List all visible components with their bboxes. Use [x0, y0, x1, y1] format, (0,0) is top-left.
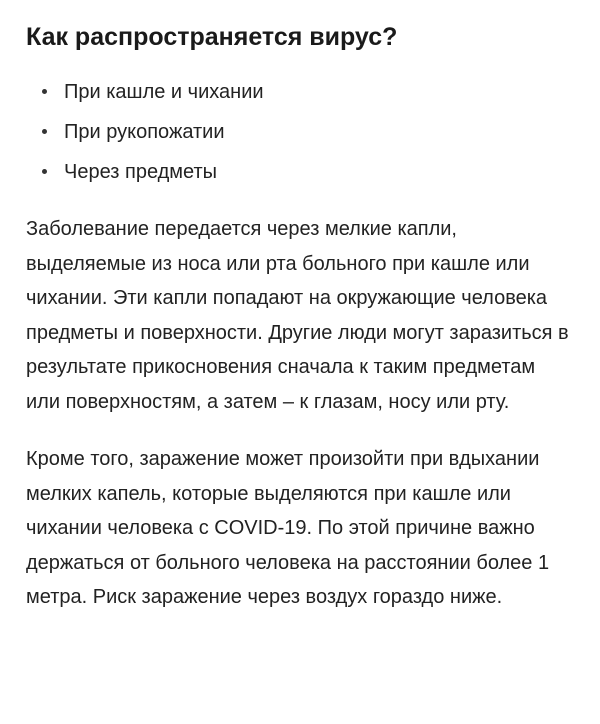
- transmission-list: [26, 72, 574, 192]
- list-item: При кашле и чихании: [38, 72, 574, 112]
- list-item: При рукопожатии: [38, 112, 574, 152]
- body-paragraph: Заболевание передается через мелкие капли, выделяемые из носа или рта больного при кашле или чихании. Эти капли попадают на окружающие человека предметы и поверхности. Другие люди могут заразиться в результате прикосновения сначала к таким предметам или поверхностям, а затем – к глазам, носу или рту.: [26, 218, 569, 413]
- body-paragraph: Кроме того, заражение может произойти при вдыхании мелких капель, которые выделяются при кашле или чихании человека с COVID-19. По этой причине важно держаться от больного человека на расстоянии более 1 метра. Риск заражение через воздух гораздо ниже.: [26, 448, 550, 608]
- section-heading: Как распространяется вирус?: [26, 23, 398, 51]
- list-item: Через предметы: [38, 152, 574, 192]
